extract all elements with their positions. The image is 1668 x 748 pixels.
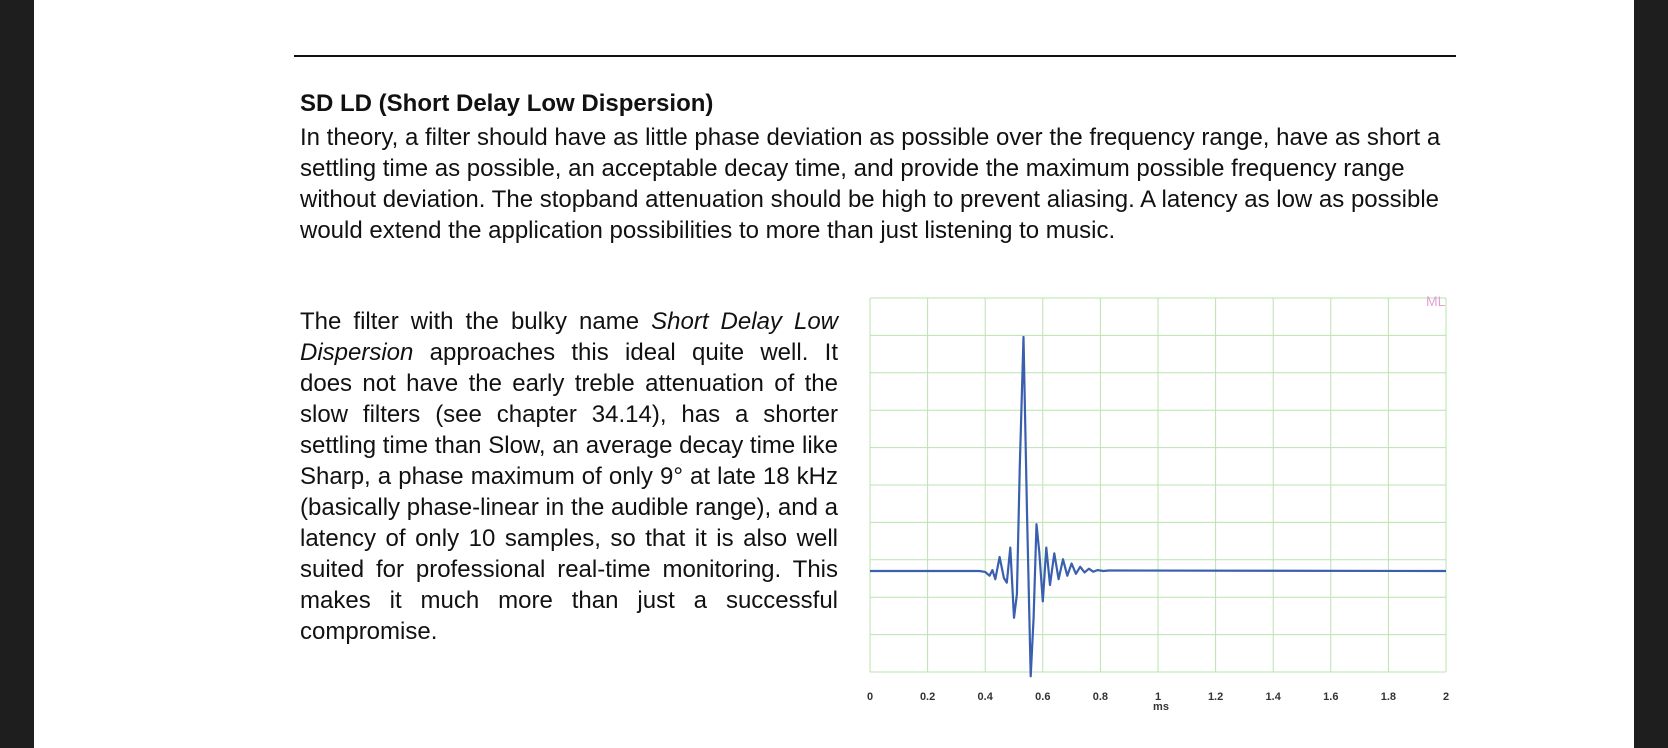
- x-tick-label: 1.6: [1323, 691, 1339, 703]
- x-tick-label: 1.4: [1265, 691, 1281, 703]
- x-tick-label: 0.2: [919, 691, 936, 703]
- x-axis-label: ms: [1153, 701, 1169, 713]
- x-tick-label: 0.6: [1035, 691, 1051, 703]
- filter-description-paragraph: [300, 306, 838, 647]
- paragraph-text-after: approaches this ideal quite well. It does not have the early treble attenuation of the slow filters (see chapter 34.14), has a shorter settling time than Slow, an average decay time like Sharp, a phase maximum of only 9° at late 18 kHz (basically phase-linear in the audible range), and a latency of only 10 samples, so that it is also well suited for professional real-time monitoring. This makes it much more than just a successful compromise.: [300, 339, 838, 645]
- header-rule: [294, 55, 1456, 57]
- filter-name-italic: Short Delay Low Dispersion: [300, 308, 838, 366]
- impulse-response-chart: [855, 290, 1455, 722]
- x-tick-label: 0.4: [977, 691, 993, 703]
- x-tick-label: 2: [1442, 691, 1450, 703]
- paragraph-text-before: The filter with the bulky name: [300, 308, 652, 335]
- x-tick-label: 0: [866, 691, 874, 703]
- section-heading: SD LD (Short Delay Low Dispersion): [300, 90, 714, 117]
- x-tick-label: 1.8: [1380, 691, 1397, 703]
- intro-paragraph: In theory, a filter should have as little phase deviation as possible over the frequency range, have as short a settling time as possible, an acceptable decay time, and provide the maximum possible frequency range without deviation. The stopband attenuation should be high to prevent aliasing. A latency as low as possible would extend the application possibilities to more than just listening to music.: [300, 124, 1441, 244]
- chart-watermark: ML: [1426, 293, 1446, 309]
- x-tick-label: 0.8: [1092, 691, 1109, 703]
- x-tick-label: 1: [1154, 691, 1162, 703]
- x-tick-label: 1.2: [1207, 691, 1224, 703]
- chart-grid: [870, 298, 1446, 672]
